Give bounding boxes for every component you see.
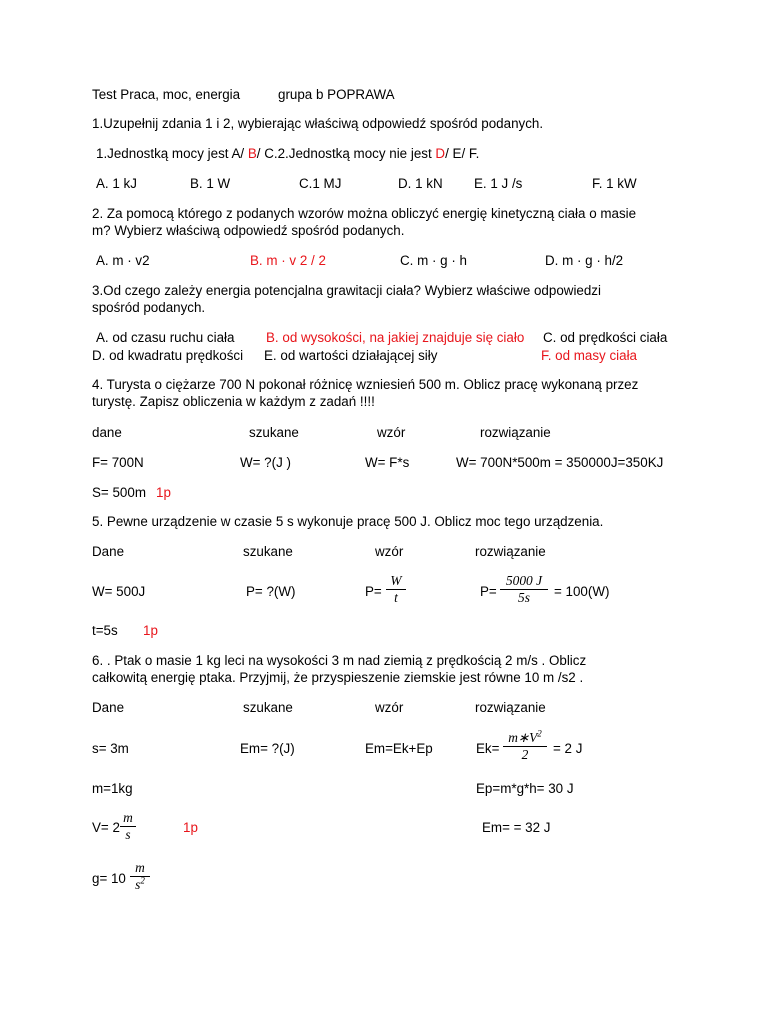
- q3-option-c: C. od prędkości ciała: [543, 330, 668, 345]
- q6-v-numerator: m: [123, 810, 133, 825]
- q1-option: B. 1 W: [190, 176, 231, 191]
- q4-header-dane: dane: [92, 425, 122, 440]
- q6-ep: Ep=m*g*h= 30 J: [476, 781, 574, 796]
- q6-ek-fraction: [503, 730, 547, 763]
- q2-option-correct: B. m · v 2 / 2: [250, 253, 326, 268]
- q5-wzor-fraction: [386, 573, 406, 606]
- q4-text-line2: turystę. Zapisz obliczenia w każdym z zadań !!!!: [92, 394, 375, 409]
- q6-dane-v-prefix: V= 2: [92, 820, 120, 835]
- q4-header-szukane: szukane: [249, 425, 299, 440]
- q3-text-line2: spośród podanych.: [92, 300, 206, 315]
- q2-option: C. m · g · h: [400, 253, 467, 268]
- q6-g-denominator: $s^2$: [135, 875, 145, 892]
- q2-text-line2: m? Wybierz właściwą odpowiedź spośród podanych.: [92, 223, 405, 238]
- q5-header-wzor: wzór: [375, 544, 404, 559]
- q5-header-dane: Dane: [92, 544, 125, 559]
- q6-em-result: Em= = 32 J: [482, 820, 551, 835]
- q6-ek-prefix: Ek=: [476, 741, 500, 756]
- q1-option: A. 1 kJ: [96, 176, 137, 191]
- q1-text: 1.Uzupełnij zdania 1 i 2, wybierając właściwą odpowiedź spośród podanych.: [92, 116, 544, 131]
- q6-dane-s: s= 3m: [92, 741, 129, 756]
- q3-option-b-correct: B. od wysokości, na jakiej znajduje się ciało: [266, 330, 525, 345]
- q1-sentence: [96, 145, 479, 162]
- q6-v-fraction: [120, 810, 136, 843]
- q5-text: 5. Pewne urządzenie w czasie 5 s wykonuje pracę 500 J. Oblicz moc tego urządzenia.: [92, 514, 604, 529]
- q6-header-rozwiazanie: rozwiązanie: [475, 700, 546, 715]
- q6-g-numerator: m: [135, 860, 145, 875]
- q6-dane-g-prefix: g= 10: [92, 871, 126, 886]
- q1-s1-a: 1.Jednostką mocy jest A/: [96, 146, 248, 161]
- q3-option-f-correct: F. od masy ciała: [541, 348, 638, 363]
- q6-header-wzor: wzór: [375, 700, 404, 715]
- q6-g-fraction: [130, 860, 150, 893]
- q5-dane-w: W= 500J: [92, 584, 146, 599]
- q6-dane-m: m=1kg: [92, 781, 133, 796]
- q6-ek-exponent: 2: [537, 728, 542, 739]
- q4-text-line1: 4. Turysta o ciężarze 700 N pokonał różnicę wzniesień 500 m. Oblicz pracę wykonaną przez: [92, 377, 639, 392]
- q6-points: 1p: [183, 820, 198, 835]
- q6-text-line1: 6. . Ptak o masie 1 kg leci na wysokości 3 m nad ziemią z prędkością 2 m/s . Oblicz: [92, 653, 587, 668]
- q1-answer-b: B: [247, 146, 257, 161]
- q3-text-line1: 3.Od czego zależy energia potencjalna grawitacji ciała? Wybierz właściwe odpowiedzi: [92, 283, 601, 298]
- q1-option: C.1 MJ: [299, 176, 342, 191]
- q6-szukane: Em= ?(J): [240, 741, 295, 756]
- q3-option-e: E. od wartości działającej siły: [264, 348, 438, 363]
- q5-wzor-numerator: W: [390, 573, 402, 588]
- q4-header-rozwiazanie: rozwiązanie: [480, 425, 551, 440]
- q6-ek-denominator: 2: [521, 747, 529, 762]
- test-group: grupa b POPRAWA: [278, 87, 395, 102]
- q5-dane-t: t=5s: [92, 623, 118, 638]
- q5-header-szukane: szukane: [243, 544, 293, 559]
- q6-ek-numerator: $m∗V^2$: [508, 728, 542, 745]
- q5-solution-result: = 100(W): [554, 584, 610, 599]
- q1-option: D. 1 kN: [398, 176, 443, 191]
- q6-v-denominator: s: [125, 827, 131, 842]
- q5-solution-prefix: P=: [480, 584, 497, 599]
- q4-wzor: W= F*s: [365, 455, 410, 470]
- q1-option: E. 1 J /s: [474, 176, 523, 191]
- q5-solution-fraction: [500, 573, 548, 606]
- q6-g-exponent: 2: [140, 875, 145, 886]
- q1-option: F. 1 kW: [592, 176, 637, 191]
- q4-header-wzor: wzór: [377, 425, 406, 440]
- q5-points: 1p: [143, 623, 158, 638]
- q2-option: A. m · v2: [96, 253, 150, 268]
- q3-option-a: A. od czasu ruchu ciała: [96, 330, 235, 345]
- q3-option-d: D. od kwadratu prędkości: [92, 348, 244, 363]
- q4-dane-f: F= 700N: [92, 455, 144, 470]
- q4-rozwiazanie: W= 700N*500m = 350000J=350KJ: [456, 455, 664, 470]
- test-title: Test Praca, moc, energia: [92, 87, 241, 102]
- q1-s1-c: / C.2.Jednostką mocy nie jest: [256, 146, 436, 161]
- q6-header-szukane: szukane: [243, 700, 293, 715]
- q5-header-rozwiazanie: rozwiązanie: [475, 544, 546, 559]
- q6-ek-result: = 2 J: [553, 741, 583, 756]
- q4-points: 1p: [156, 485, 171, 500]
- q1-s1-e: / E/ F.: [445, 146, 480, 161]
- q5-wzor-denominator: t: [394, 590, 398, 605]
- q5-szukane: P= ?(W): [246, 584, 296, 599]
- q1-answer-d: D: [435, 146, 446, 161]
- q2-option: D. m · g · h/2: [545, 253, 624, 268]
- q4-dane-s: S= 500m: [92, 485, 146, 500]
- q2-text-line1: 2. Za pomocą którego z podanych wzorów można obliczyć energię kinetyczną ciała o masie: [92, 206, 637, 221]
- q5-solution-denominator: 5s: [518, 590, 530, 605]
- q6-header-dane: Dane: [92, 700, 125, 715]
- q5-solution-numerator: 5000 J: [505, 573, 543, 588]
- q6-text-line2: całkowitą energię ptaka. Przyjmij, że przyspieszenie ziemskie jest równe 10 m /s2 .: [92, 670, 584, 685]
- q6-wzor: Em=Ek+Ep: [365, 741, 433, 756]
- q5-wzor-prefix: P=: [365, 584, 382, 599]
- q4-szukane: W= ?(J ): [240, 455, 291, 470]
